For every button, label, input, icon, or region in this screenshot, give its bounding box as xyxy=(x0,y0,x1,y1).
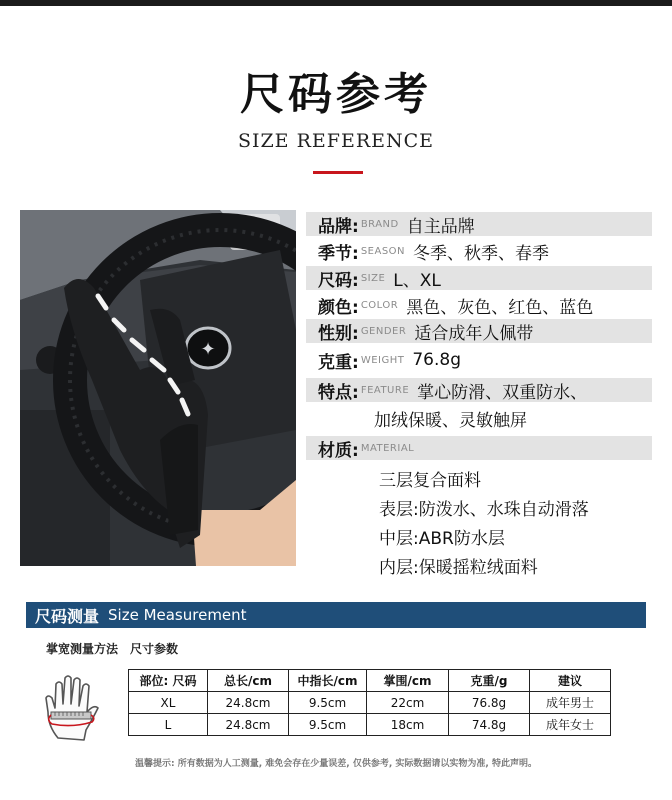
size-table-cell: 9.5cm xyxy=(289,692,367,714)
spec-label: 特点: xyxy=(318,382,359,403)
spec-label-en: BRAND xyxy=(360,218,399,230)
spec-row-brand xyxy=(306,212,652,236)
material-line: 中层:ABR防水层 xyxy=(379,529,505,549)
top-bar xyxy=(0,0,672,6)
size-section-title: 尺码测量 xyxy=(35,606,100,626)
spec-value: 76.8g xyxy=(412,350,462,370)
svg-text:✦: ✦ xyxy=(200,339,216,360)
spec-row-season xyxy=(306,239,652,263)
measure-method-label: 掌宽测量方法 xyxy=(46,642,119,656)
size-table-row xyxy=(129,692,611,714)
spec-value: 自主品牌 xyxy=(406,216,475,237)
spec-label: 尺码: xyxy=(318,270,359,291)
size-table-cell: XL xyxy=(129,692,208,714)
spec-label-en: GENDER xyxy=(360,325,407,337)
size-table-cell: 9.5cm xyxy=(289,714,367,736)
spec-value: 适合成年人佩带 xyxy=(414,323,534,344)
page-subtitle: SIZE REFERENCE xyxy=(237,130,435,152)
material-line: 内层:保暖摇粒绒面料 xyxy=(379,558,538,578)
size-table-cell: 76.8g xyxy=(449,692,530,714)
size-table-header-cell: 部位: 尺码 xyxy=(129,670,208,692)
spec-value: 黑色、灰色、红色、蓝色 xyxy=(406,297,594,318)
spec-label: 季节: xyxy=(318,243,359,264)
disclaimer-note: 温馨提示: 所有数据为人工测量, 难免会存在少量误差, 仅供参考, 实际数据请以实物为准, 特此声明。 xyxy=(135,759,537,769)
size-table-header-cell: 建议 xyxy=(530,670,611,692)
page-title: 尺码参考 xyxy=(240,69,432,120)
size-table-header-row xyxy=(129,670,611,692)
spec-label-en: WEIGHT xyxy=(360,354,405,366)
size-table-cell: 成年女士 xyxy=(530,714,611,736)
product-photo xyxy=(20,210,296,566)
size-table-cell: 22cm xyxy=(367,692,449,714)
size-table-cell: 成年男士 xyxy=(530,692,611,714)
glove-photo-illustration xyxy=(20,210,296,566)
spec-value: 冬季、秋季、春季 xyxy=(413,243,550,264)
size-params-label: 尺寸参数 xyxy=(130,642,179,656)
spec-row-weight xyxy=(306,348,652,372)
size-table-header-cell: 掌围/cm xyxy=(367,670,449,692)
spec-label: 克重: xyxy=(318,352,359,373)
hand-measure-icon xyxy=(42,668,106,744)
size-table-cell: 74.8g xyxy=(449,714,530,736)
size-table-header-cell: 中指长/cm xyxy=(289,670,367,692)
material-line: 表层:防泼水、水珠自动滑落 xyxy=(379,500,589,520)
size-section-header xyxy=(26,602,646,628)
title-divider xyxy=(313,171,363,174)
spec-row-color xyxy=(306,293,652,317)
spec-label-en: COLOR xyxy=(360,299,399,311)
spec-label: 品牌: xyxy=(318,216,359,237)
spec-label-en: SIZE xyxy=(360,272,386,284)
size-table-header-cell: 克重/g xyxy=(449,670,530,692)
size-table-cell: 24.8cm xyxy=(208,714,289,736)
spec-label: 性别: xyxy=(318,323,359,344)
spec-label-en: SEASON xyxy=(360,245,406,257)
size-table-header-cell: 总长/cm xyxy=(208,670,289,692)
size-table-cell: L xyxy=(129,714,208,736)
spec-value: 掌心防滑、双重防水、 xyxy=(417,382,588,403)
size-table-cell: 24.8cm xyxy=(208,692,289,714)
spec-label-en: MATERIAL xyxy=(360,442,415,454)
spec-feature-continued: 加绒保暖、灵敏触屏 xyxy=(374,411,527,431)
spec-label: 颜色: xyxy=(318,297,359,318)
spec-row-material xyxy=(306,436,652,460)
spec-row-gender xyxy=(306,319,652,343)
spec-value: L、XL xyxy=(393,270,441,291)
size-table xyxy=(128,669,611,736)
spec-row-size xyxy=(306,266,652,290)
spec-label: 材质: xyxy=(318,440,359,461)
size-table-row xyxy=(129,714,611,736)
size-table-cell: 18cm xyxy=(367,714,449,736)
spec-label-en: FEATURE xyxy=(360,384,410,396)
material-line: 三层复合面料 xyxy=(379,471,481,491)
spec-row-feature xyxy=(306,378,652,402)
size-section-title-en: Size Measurement xyxy=(108,606,247,624)
